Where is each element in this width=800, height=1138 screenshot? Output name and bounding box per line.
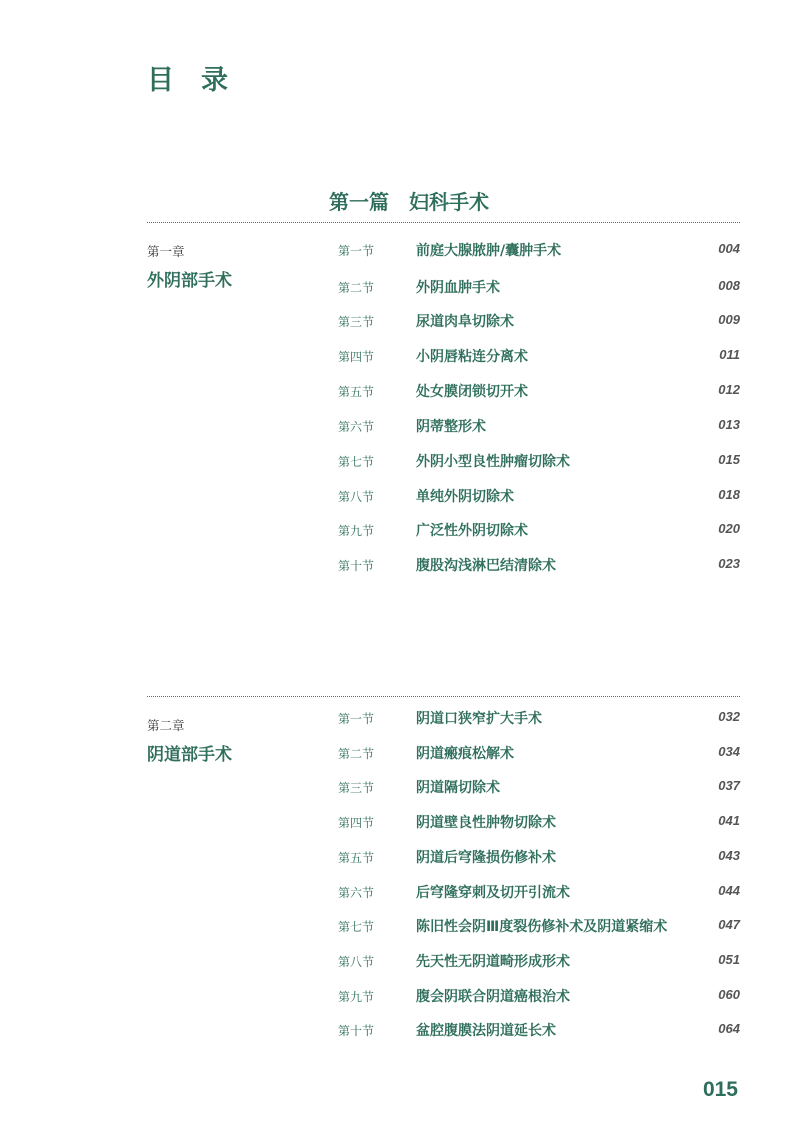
section-number: 第一节 <box>338 712 375 726</box>
section-title[interactable]: 腹股沟浅淋巴结清除术 <box>416 558 556 574</box>
section-page-number: 060 <box>718 987 740 1002</box>
chapter-number: 第二章 <box>147 718 185 733</box>
section-page-number: 032 <box>718 709 740 724</box>
chapter-number: 第一章 <box>147 244 185 259</box>
section-title[interactable]: 前庭大腺脓肿/囊肿手术 <box>416 243 562 259</box>
section-title[interactable]: 外阴血肿手术 <box>416 280 500 296</box>
toc-entry[interactable] <box>147 950 740 972</box>
section-title[interactable]: 后穹隆穿刺及切开引流术 <box>416 885 570 901</box>
toc-entry[interactable] <box>147 742 740 764</box>
toc-entry[interactable] <box>147 239 740 261</box>
section-page-number: 041 <box>718 813 740 828</box>
section-number: 第五节 <box>338 385 375 399</box>
section-title[interactable]: 盆腔腹膜法阴道延长术 <box>416 1023 556 1039</box>
section-title[interactable]: 外阴小型良性肿瘤切除术 <box>416 454 570 470</box>
section-page-number: 008 <box>718 278 740 293</box>
toc-entry[interactable] <box>147 811 740 833</box>
toc-entry[interactable] <box>147 1019 740 1041</box>
toc-entry[interactable] <box>147 310 740 332</box>
page-number: 015 <box>702 1078 738 1101</box>
section-page-number: 015 <box>718 452 740 467</box>
section-title[interactable]: 阴道后穹隆损伤修补术 <box>416 850 556 866</box>
section-page-number: 009 <box>718 312 740 327</box>
toc-entry[interactable] <box>147 345 740 367</box>
section-title[interactable]: 阴道隔切除术 <box>416 780 500 796</box>
section-number: 第十节 <box>338 559 375 573</box>
toc-entry[interactable] <box>147 776 740 798</box>
section-number: 第九节 <box>338 524 375 538</box>
section-page-number: 044 <box>718 883 740 898</box>
section-page-number: 012 <box>718 382 740 397</box>
section-title[interactable]: 阴道壁良性肿物切除术 <box>416 815 556 831</box>
section-title[interactable]: 处女膜闭锁切开术 <box>416 384 528 400</box>
section-page-number: 011 <box>719 347 740 362</box>
section-number: 第八节 <box>338 490 375 504</box>
section-number: 第一节 <box>338 244 375 258</box>
toc-entry[interactable] <box>147 846 740 868</box>
toc-entry[interactable] <box>147 554 740 576</box>
chapter-2 <box>147 696 740 1056</box>
section-title[interactable]: 陈旧性会阴Ⅲ度裂伤修补术及阴道紧缩术 <box>416 919 668 935</box>
section-page-number: 013 <box>718 417 740 432</box>
toc-entry[interactable] <box>147 519 740 541</box>
toc-entry[interactable] <box>147 450 740 472</box>
section-number: 第七节 <box>338 455 375 469</box>
section-title[interactable]: 阴道瘢痕松解术 <box>416 746 514 762</box>
section-number: 第三节 <box>338 781 375 795</box>
section-page-number: 047 <box>718 917 740 932</box>
section-number: 第七节 <box>338 920 375 934</box>
section-page-number: 043 <box>718 848 740 863</box>
toc-entry[interactable] <box>147 485 740 507</box>
section-number: 第十节 <box>338 1024 375 1038</box>
section-title[interactable]: 尿道肉阜切除术 <box>416 314 514 330</box>
section-number: 第二节 <box>338 747 375 761</box>
chapter-name: 阴道部手术 <box>147 745 232 765</box>
section-page-number: 051 <box>718 952 740 967</box>
toc-entry[interactable] <box>147 985 740 1007</box>
section-number: 第四节 <box>338 816 375 830</box>
toc-entry[interactable] <box>147 415 740 437</box>
section-number: 第四节 <box>338 350 375 364</box>
chapter-1 <box>147 222 740 582</box>
chapter-name: 外阴部手术 <box>147 271 232 291</box>
section-page-number: 020 <box>718 521 740 536</box>
section-number: 第五节 <box>338 851 375 865</box>
toc-entry[interactable] <box>147 915 740 937</box>
section-title[interactable]: 阴道口狭窄扩大手术 <box>416 711 542 727</box>
section-number: 第三节 <box>338 315 375 329</box>
toc-entry[interactable] <box>147 380 740 402</box>
section-number: 第六节 <box>338 420 375 434</box>
toc-title: 目 录 <box>147 65 228 96</box>
section-number: 第二节 <box>338 281 375 295</box>
section-title[interactable]: 腹会阴联合阴道癌根治术 <box>416 989 570 1005</box>
toc-entry[interactable] <box>147 881 740 903</box>
toc-entry[interactable] <box>147 276 740 298</box>
divider <box>147 696 740 697</box>
section-page-number: 004 <box>718 241 740 256</box>
section-page-number: 037 <box>718 778 740 793</box>
section-page-number: 034 <box>718 744 740 759</box>
section-page-number: 064 <box>718 1021 740 1036</box>
section-title[interactable]: 单纯外阴切除术 <box>416 489 514 505</box>
section-title[interactable]: 小阴唇粘连分离术 <box>416 349 528 365</box>
section-page-number: 018 <box>718 487 740 502</box>
section-number: 第六节 <box>338 886 375 900</box>
section-page-number: 023 <box>718 556 740 571</box>
section-number: 第八节 <box>338 955 375 969</box>
section-number: 第九节 <box>338 990 375 1004</box>
section-title[interactable]: 广泛性外阴切除术 <box>416 523 528 539</box>
divider <box>147 222 740 223</box>
toc-entry[interactable] <box>147 707 740 729</box>
section-title[interactable]: 先天性无阴道畸形成形术 <box>416 954 570 970</box>
section-title[interactable]: 阴蒂整形术 <box>416 419 486 435</box>
part-title: 第一篇 妇科手术 <box>329 190 489 214</box>
